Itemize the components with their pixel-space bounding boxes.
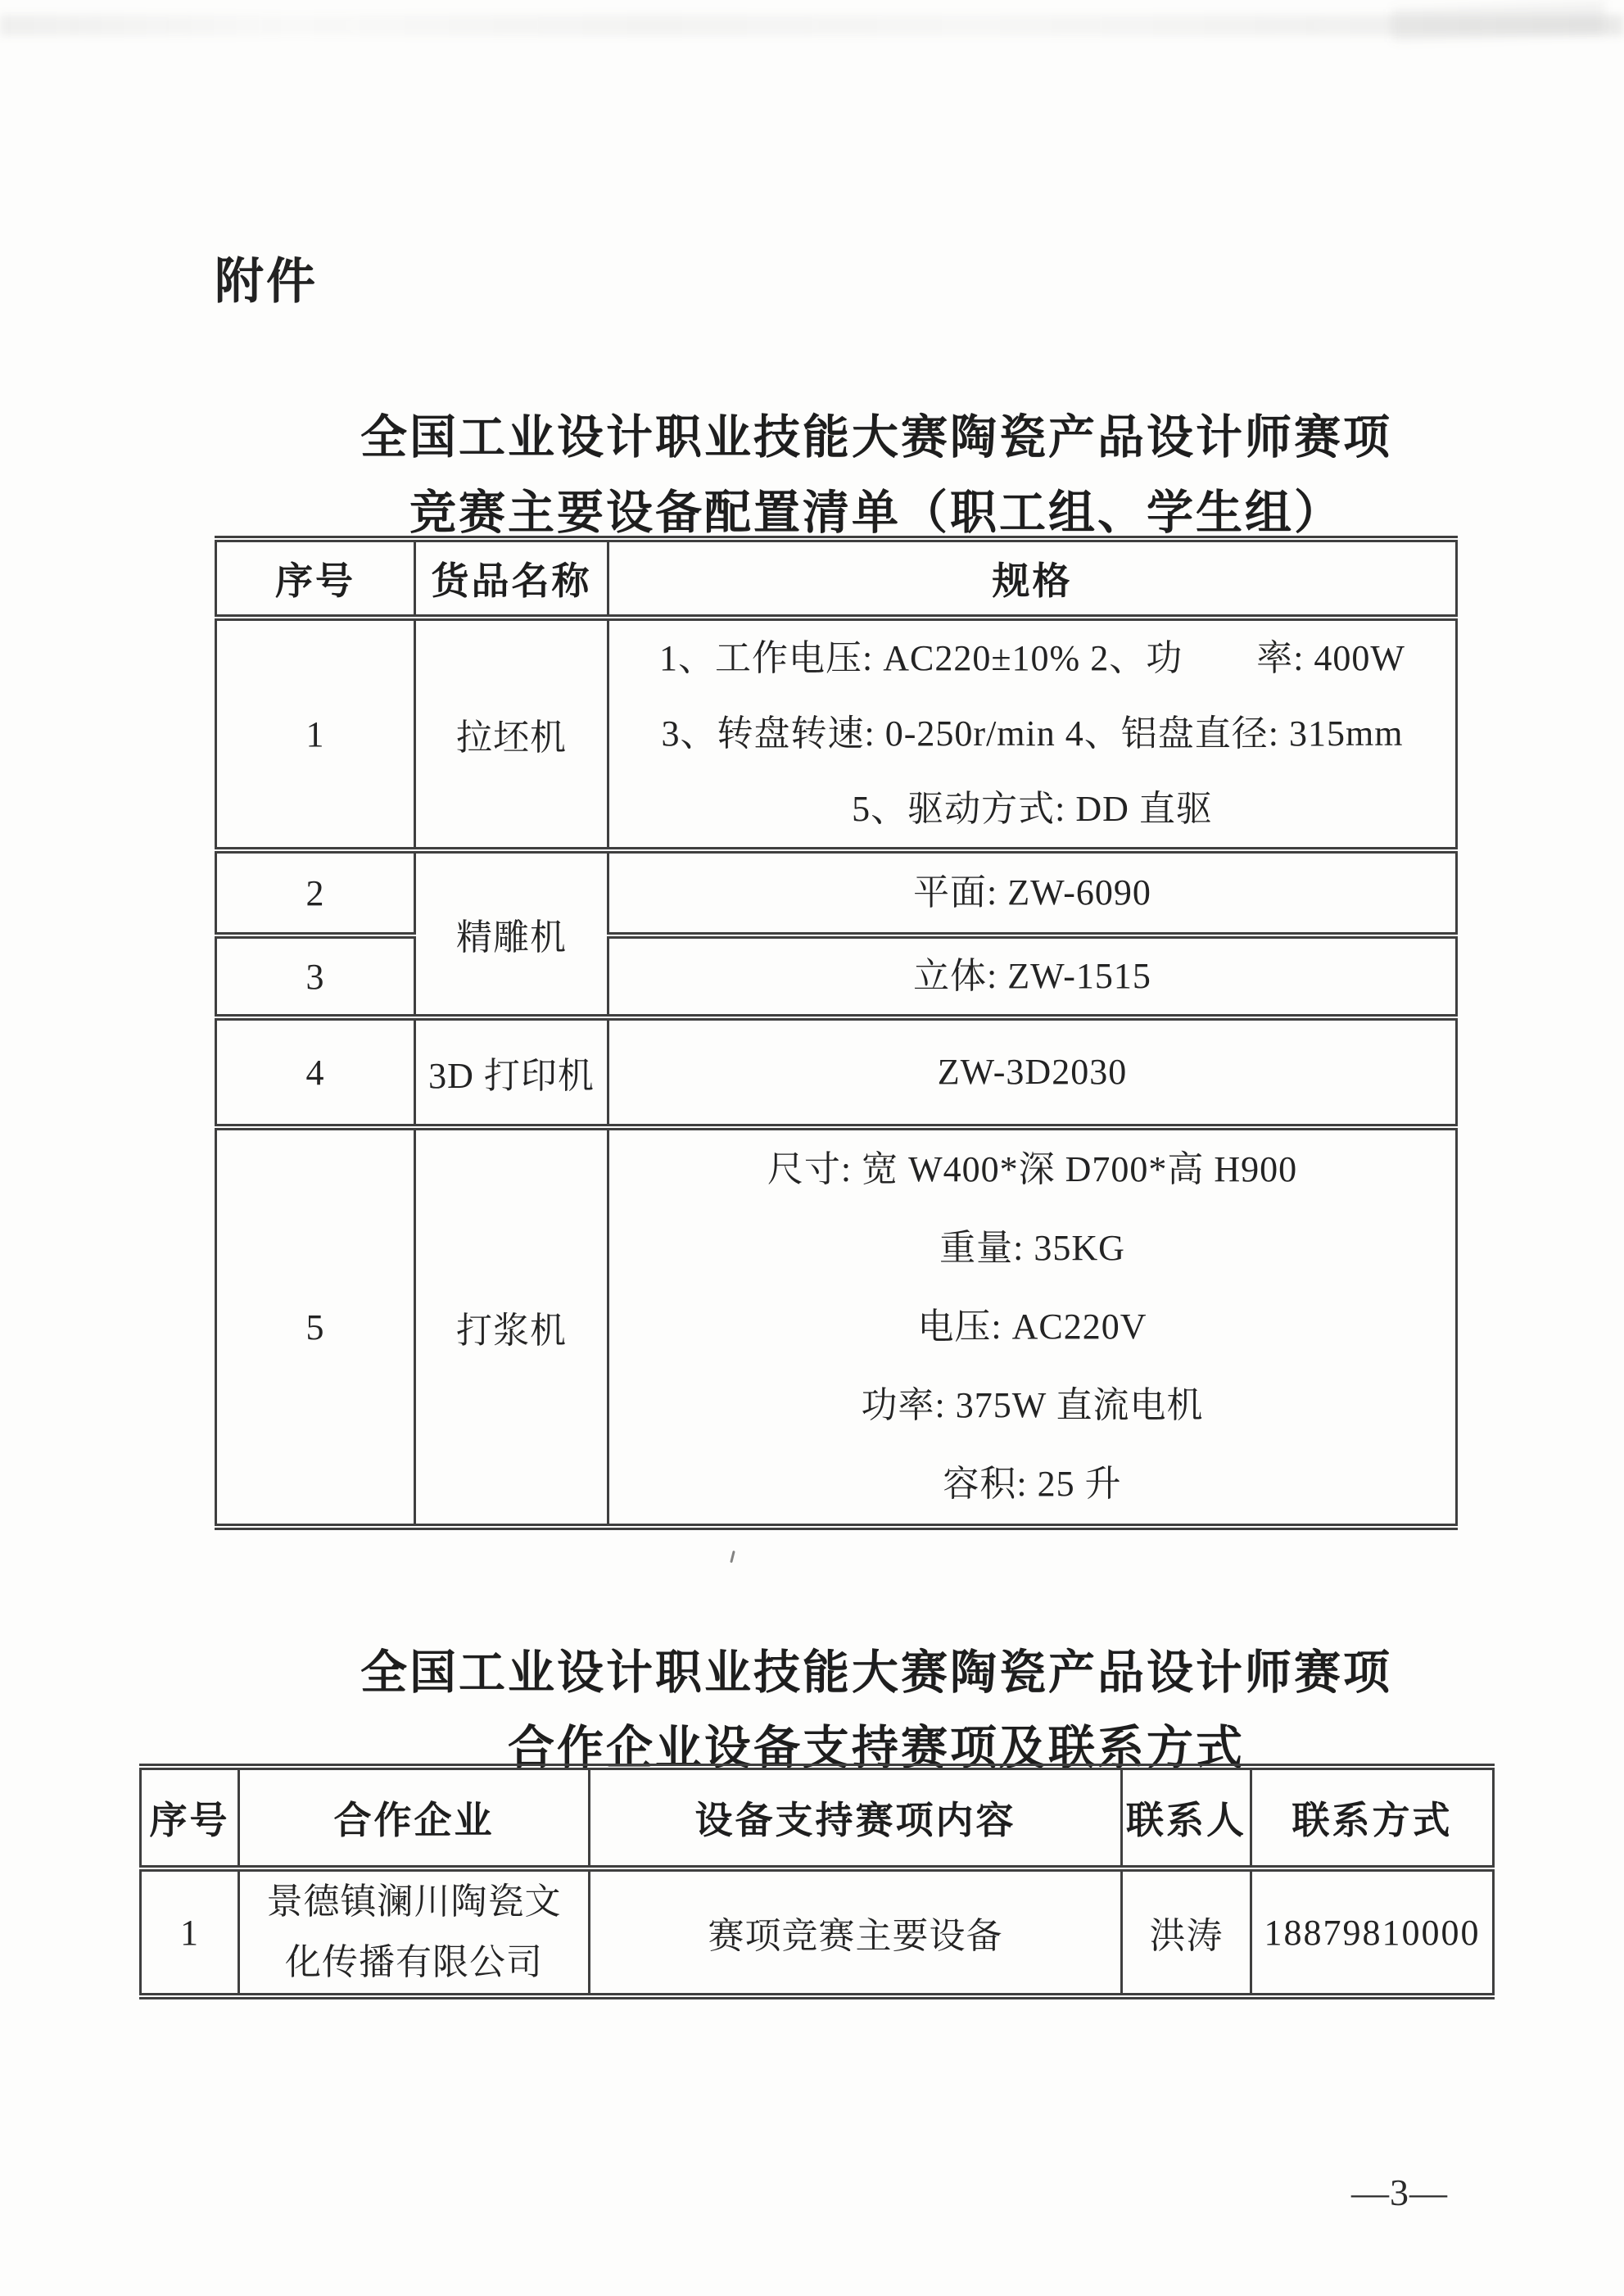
section1-title-line1: 全国工业设计职业技能大赛陶瓷产品设计师赛项 xyxy=(360,412,1392,464)
spec-line: 重量: 35KG xyxy=(939,1228,1125,1268)
cell-spec xyxy=(608,1017,1457,1127)
cell-no: 2 xyxy=(216,850,415,935)
header-cell-contact: 联系人 xyxy=(1122,1767,1251,1868)
equipment-table-header-row xyxy=(216,539,1457,618)
spec-line: 功率: 375W 直流电机 xyxy=(861,1385,1204,1425)
cell-company: 景德镇澜川陶瓷文化传播有限公司 xyxy=(239,1868,590,1996)
attachment-label: 附件 xyxy=(215,254,318,309)
header-cell-spec: 规格 xyxy=(608,539,1457,618)
header-cell-no: 序号 xyxy=(141,1767,239,1868)
cell-contact: 洪涛 xyxy=(1122,1868,1251,1996)
cell-spec xyxy=(608,1127,1457,1527)
cell-item-name: 拉坯机 xyxy=(415,618,608,850)
header-cell-company: 合作企业 xyxy=(239,1767,590,1868)
partner-contact-table xyxy=(139,1764,1495,1999)
section2-title-line2: 合作企业设备支持赛项及联系方式 xyxy=(508,1723,1245,1774)
spec-line: 电压: AC220V xyxy=(917,1307,1147,1347)
header-cell-no: 序号 xyxy=(216,539,415,618)
cell-no: 3 xyxy=(216,935,415,1017)
page-number: —3— xyxy=(1351,2171,1448,2213)
spec-line: 平面: ZW-6090 xyxy=(913,872,1151,913)
table-row xyxy=(216,935,1457,1017)
scan-speck-artifact xyxy=(730,1551,735,1563)
cell-spec xyxy=(608,850,1457,935)
header-cell-item-name: 货品名称 xyxy=(415,539,608,618)
spec-line: 1、工作电压: AC220±10% 2、功 率: 400W xyxy=(659,638,1405,678)
section2-title-line1: 全国工业设计职业技能大赛陶瓷产品设计师赛项 xyxy=(360,1647,1392,1699)
table-row xyxy=(216,618,1457,850)
table-row xyxy=(216,1127,1457,1527)
cell-support-content: 赛项竞赛主要设备 xyxy=(590,1868,1122,1996)
section1-title-line2: 竞赛主要设备配置清单（职工组、学生组） xyxy=(409,487,1343,539)
table-row xyxy=(216,850,1457,935)
table-row xyxy=(216,1017,1457,1127)
cell-phone: 18879810000 xyxy=(1251,1868,1494,1996)
cell-item-name: 打浆机 xyxy=(415,1127,608,1527)
table-row xyxy=(141,1868,1494,1996)
header-cell-support-content: 设备支持赛项内容 xyxy=(590,1767,1122,1868)
spec-line: 尺寸: 宽 W400*深 D700*高 H900 xyxy=(767,1149,1298,1189)
cell-no: 1 xyxy=(141,1868,239,1996)
equipment-config-table xyxy=(215,536,1458,1530)
cell-no: 1 xyxy=(216,618,415,850)
cell-no: 4 xyxy=(216,1017,415,1127)
cell-spec xyxy=(608,618,1457,850)
partner-table-header-row xyxy=(141,1767,1494,1868)
spec-line: ZW-3D2030 xyxy=(937,1052,1128,1092)
spec-line: 5、驱动方式: DD 直驱 xyxy=(852,789,1213,829)
scan-smudge-artifact xyxy=(0,15,1624,36)
cell-spec xyxy=(608,935,1457,1017)
spec-line: 容积: 25 升 xyxy=(943,1464,1122,1504)
spec-line: 3、转盘转速: 0-250r/min 4、铝盘直径: 315mm xyxy=(661,713,1404,754)
header-cell-phone: 联系方式 xyxy=(1251,1767,1494,1868)
cell-item-name: 3D 打印机 xyxy=(415,1017,608,1127)
spec-line: 立体: ZW-1515 xyxy=(913,956,1151,996)
cell-no: 5 xyxy=(216,1127,415,1527)
cell-item-name-merged: 精雕机 xyxy=(415,850,608,1017)
